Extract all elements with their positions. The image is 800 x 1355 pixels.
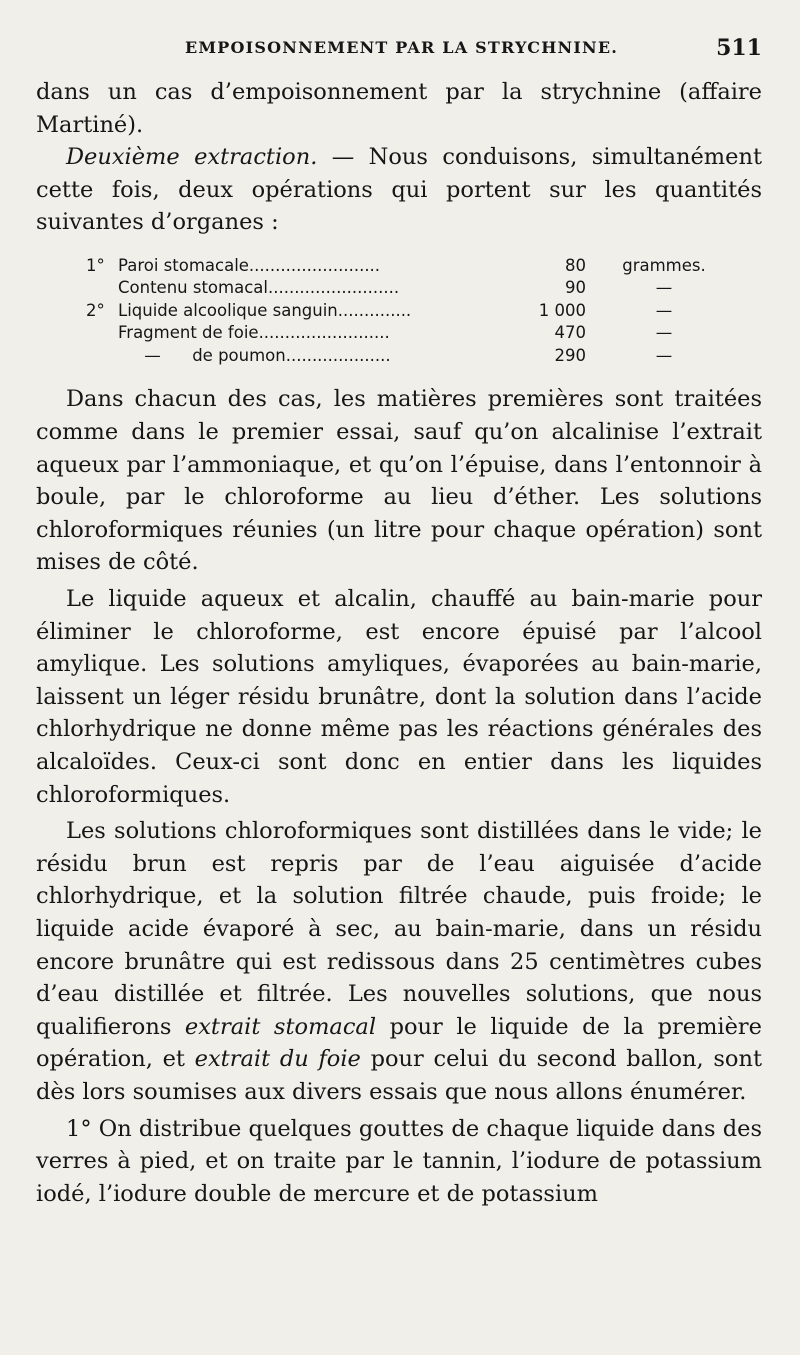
section-heading-italic: Deuxième extraction. — [66, 144, 318, 171]
paragraph-text: pour celui du second ballon, sont dès lors soumises aux divers essais que nous allons énumérer. — [36, 1046, 763, 1105]
row-quantity: 1 000 — [538, 300, 586, 320]
row-quantity: 290 — [554, 345, 586, 365]
paragraph-continuation: dans un cas d’empoisonnement par la strychnine (affaire Martiné). — [36, 79, 762, 138]
page-header — [0, 35, 800, 68]
table-row — [86, 277, 746, 300]
paragraph-text: Les solutions chloroformiques sont distillées dans le vide; le résidu brun est repris par de l’eau aiguisée d’acide chlorhydrique, et la solution filtrée chaude, puis froide; le liquide acide évaporé à sec, au bain-marie, dans un résidu encore brunâtre qui est redissous dans 25 centimètres cubes d’eau distillée et filtrée. Les nouvelles solutions, que nous qualifierons — [36, 818, 762, 1040]
table-row — [86, 322, 746, 345]
row-unit: — — [655, 323, 673, 343]
row-label: Liquide alcoolique sanguin.............. — [118, 300, 412, 320]
paragraph-text: pour le liquide de la première opération, et — [36, 1013, 762, 1073]
organ-quantity-table — [86, 255, 746, 368]
row-unit: — — [655, 345, 673, 365]
paragraph-solutions-chloroformiques — [36, 815, 762, 1108]
row-label: Contenu stomacal......................... — [118, 278, 400, 298]
row-quantity: 90 — [565, 278, 586, 298]
page-number: 511 — [716, 35, 762, 61]
row-unit: grammes. — [622, 255, 706, 275]
row-label: Paroi stomacale......................... — [118, 255, 381, 275]
row-number: 1° — [86, 255, 105, 275]
row-label: — de poumon.................... — [118, 345, 391, 365]
running-head: EMPOISONNEMENT PAR LA STRYCHNINE. — [185, 38, 619, 57]
paragraph-text: — Nous conduisons, simultanément cette fois, deux opérations qui portent sur les quantités suivantes d’organes : — [36, 144, 762, 236]
paragraph-deuxieme-extraction — [36, 141, 762, 239]
paragraph-matieres-premieres: Dans chacun des cas, les matières premières sont traitées comme dans le premier essai, sauf qu’on alcalinise l’extrait aqueux par l’ammoniaque, et qu’on l’épuise, dans l’entonnoir à boule, par le chloroforme au lieu d’éther. Les solutions chloroformiques réunies (un litre pour chaque opération) sont mises de côté. — [36, 386, 762, 576]
page-body — [36, 76, 762, 1210]
table-row — [86, 300, 746, 323]
italic-term-extrait-du-foie: extrait du foie — [194, 1046, 361, 1073]
paragraph-essai-1: 1° On distribue quelques gouttes de chaque liquide dans des verres à pied, et on traite par le tannin, l’iodure de potassium iodé, l’iodure double de mercure et de potassium — [36, 1115, 762, 1207]
row-quantity: 470 — [554, 323, 586, 343]
italic-term-extrait-stomacal: extrait stomacal — [184, 1013, 377, 1040]
row-unit: — — [655, 278, 673, 298]
row-label: Fragment de foie......................... — [118, 323, 390, 343]
row-number: 2° — [86, 300, 105, 320]
row-unit: — — [655, 300, 673, 320]
paragraph-liquide-aqueux: Le liquide aqueux et alcalin, chauffé au bain-marie pour éliminer le chloroforme, est encore épuisé par l’alcool amylique. Les solutions amyliques, évaporées au bain-marie, laissent un léger résidu brunâtre, dont la solution dans l’acide chlorhydrique ne donne même pas les réactions générales des alcaloïdes. Ceux-ci sont donc en entier dans les liquides chloroformiques. — [36, 586, 762, 808]
table-row — [86, 345, 746, 368]
table-row — [86, 255, 746, 278]
row-quantity: 80 — [565, 255, 586, 275]
